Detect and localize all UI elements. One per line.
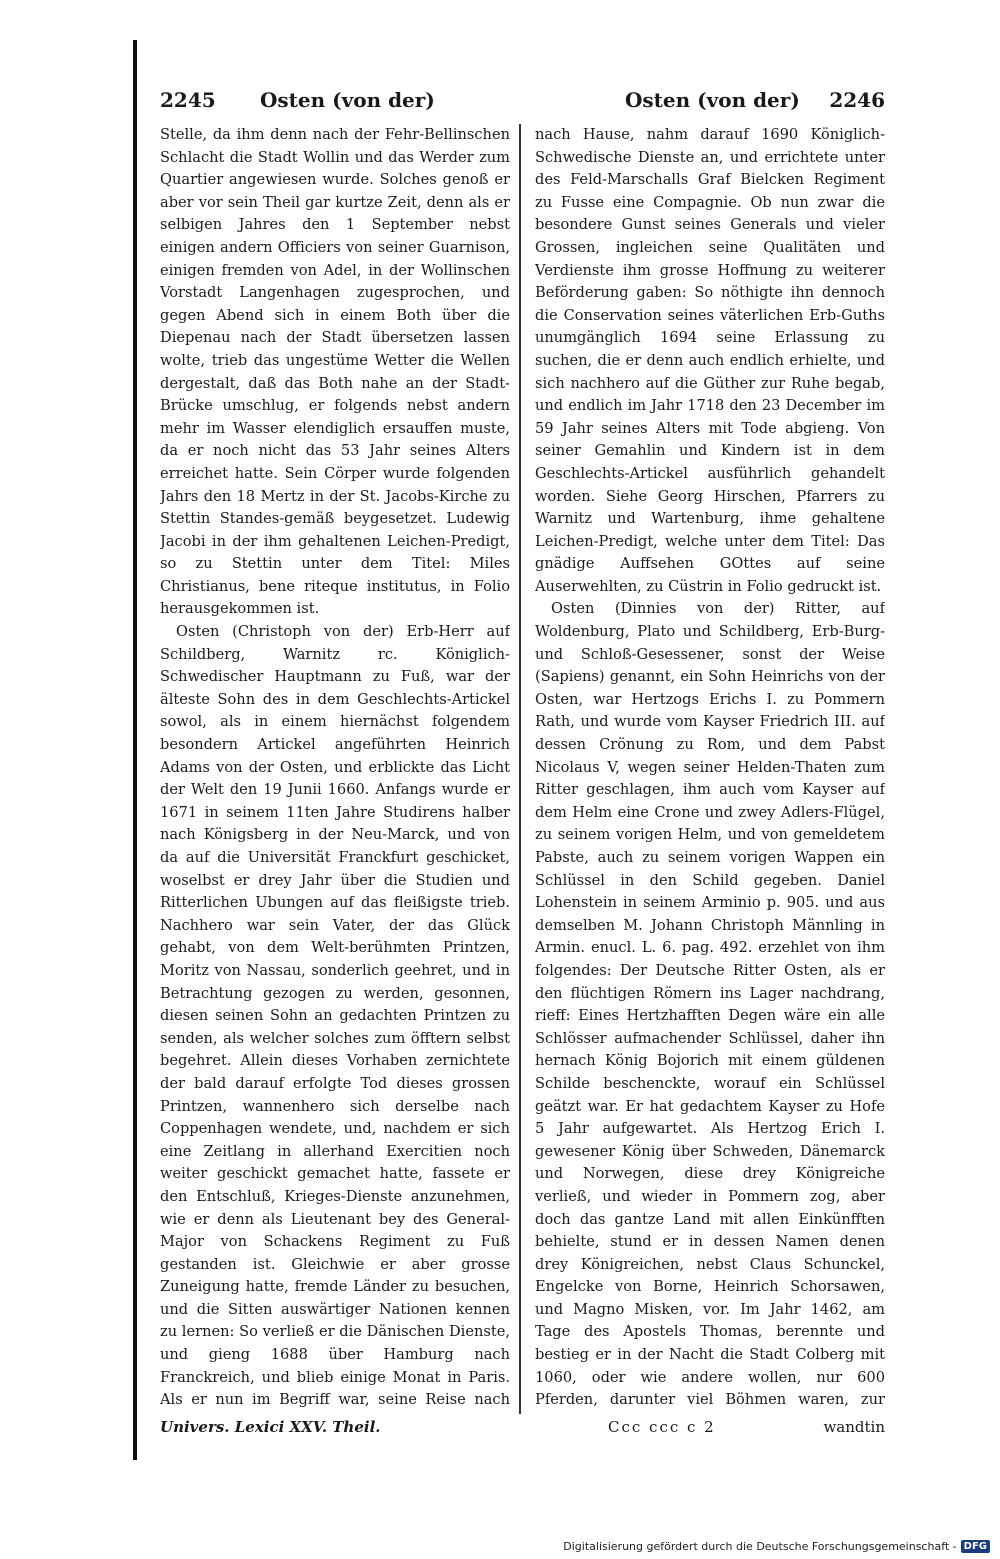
page-header (160, 88, 885, 124)
credit-text: Digitalisierung gefördert durch die Deutsche Forschungsgemeinschaft - (563, 1540, 957, 1553)
left-running-head: Osten (von der) (260, 88, 435, 112)
right-running-head: Osten (von der) (625, 88, 800, 112)
page-footer (160, 1414, 885, 1444)
left-column (160, 124, 510, 1414)
column-divider (519, 124, 521, 1414)
right-column (535, 124, 885, 1414)
signature-mark: Univers. Lexici XXV. Theil. (160, 1418, 381, 1436)
paragraph: nach Hause, nahm darauf 1690 Königlich-Schwedische Dienste an, und errichtete unter des Feld-Marschalls Graf Bielcken Regiment zu Fusse eine Compagnie. Ob nun zwar die besondere Gunst seines Generals und vieler Grossen, ingleichen seine Qualitäten und Verdienste ihm grosse Hoffnung zu weiterer Beförderung gaben: So nöthigte ihn dennoch die Conservation seines väterlichen Erb-Guths unumgänglich 1694 seine Erlassung zu suchen, die er denn auch endlich erhielte, und sich nachhero auf die Güther zur Ruhe begab, und endlich im Jahr 1718 den 23 December im 59 Jahr seines Alters mit Tode abgieng. Von seiner Gemahlin und Kindern ist in dem Geschlechts-Artickel ausführlich gehandelt worden. Siehe Georg Hirschen, Pfarrers zu Warnitz und Wartenburg, ihme gehaltene Leichen-Predigt, welche unter dem Titel: Das gnädige Auffsehen GOttes auf seine Auserwehlten, zu Cüstrin in Folio gedruckt ist. (535, 126, 885, 595)
left-page-number: 2245 (160, 88, 216, 112)
paragraph: Osten (Christoph von der) Erb-Herr auf Schildberg, Warnitz rc. Königlich-Schwedischer Hauptmann zu Fuß, war der älteste Sohn des in dem Geschlechts-Artickel sowol, als in einem hiernächst folgendem besondern Artickel angeführten Heinrich Adams von der Osten, und erblickte das Licht der Welt den 19 Junii 1660. Anfangs wurde er 1671 in seinem 11ten Jahre Studirens halber nach Königsberg in der Neu-Marck, und von da auf die Universität Franckfurt geschicket, woselbst er drey Jahr über die Studien und Ritterlichen Ubungen auf das fleißigste trieb. Nachhero war sein Vater, der das Glück gehabt, von dem Welt-berühmten Printzen, Moritz von Nassau, sonderlich geehret, und in Betrachtung gezogen zu werden, gesonnen, diesen seinen Sohn an gedachten Printzen zu senden, als welcher solches zum öfftern selbst begehret. Allein dieses Vorhaben zernichtete der bald darauf erfolgte Tod dieses grossen Printzen, wannenhero sich derselbe nach Coppenhagen wendete, und, nachdem er sich eine Zeitlang in allerhand Exercitien noch weiter geschickt gemachet hatte, fassete er den Entschluß, Krieges-Dienste anzunehmen, wie er denn als Lieutenant bey des General-Major von Schackens Regiment zu Fuß gestanden ist. Gleichwie er aber grosse Zuneigung hatte, fremde Länder zu besuchen, und die Sitten auswärtiger Nationen kennen zu lernen: So verließ er die Dänischen Dienste, und gieng 1688 über Hamburg nach Franckreich, und blieb einige Monat in Paris. Als er nun im Begriff war, seine Reise nach (160, 623, 510, 1409)
digitization-credit (563, 1540, 990, 1553)
paragraph: Osten (Dinnies von der) Ritter, auf Woldenburg, Plato und Schildberg, Erb-Burg- und Schloß-Gesessener, sonst der Weise (Sapiens) genannt, ein Sohn Heinrichs von der Osten, war Hertzogs Erichs I. zu Pommern Rath, und wurde vom Kayser Friedrich III. auf dessen Crönung zu Rom, und dem Pabst Nicolaus V, wegen seiner Helden-Thaten zum Ritter geschlagen, ihm auch vom Kayser auf dem Helm eine Crone und zwey Adlers-Flügel, zu seinem vorigen Helm, und von gemeldetem Pabste, auch zu seinem vorigen Wappen ein Schlüssel in den Schild gegeben. Daniel Lohenstein in seinem Arminio p. 905. und aus demselben M. Johann Christoph Männling in Armin. enucl. L. 6. pag. 492. erzehlet von ihm folgendes: Der Deutsche Ritter Osten, als er den flüchtigen Römern ins Lager nachdrang, rieff: Eines Hertzhafften Degen wäre ein alle Schlösser aufmachender Schlüssel, daher ihn hernach König Bojorich mit einem güldenen Schilde beschenckte, worauf ein Schlüssel geätzt war. Er hat gedachtem Kayser zu Hofe 5 Jahr aufgewartet. Als Hertzog Erich I. gewesener König über Schweden, Dänemarck und Norwegen, diese drey Königreiche verließ, und wieder in Pommern zog, aber doch das gantze Land mit allen Einkünfften behielte, stund er in dessen Namen denen drey Königreichen, nebst Claus Schunckel, Engelcke von Borne, Heinrich Schorsawen, und Magno Misken, vor. Im Jahr 1462, am Tage des Apostels Thomas, berennte und bestieg er in der Nacht die Stadt Colberg mit 1060, oder wie andere wollen, nur 600 Pferden, darunter viel Böhmen waren, zur (535, 600, 885, 1409)
text-columns (160, 124, 885, 1414)
book-page (160, 88, 885, 1458)
scan-binding-edge (133, 40, 137, 1460)
sheet-mark: Ccc ccc c 2 (608, 1418, 716, 1436)
dfg-logo-icon: DFG (961, 1540, 990, 1553)
right-page-number: 2246 (829, 88, 885, 112)
paragraph: Stelle, da ihm denn nach der Fehr-Bellinschen Schlacht die Stadt Wollin und das Werder zum Quartier angewiesen wurde. Solches genoß er aber vor sein Theil gar kurtze Zeit, denn als er selbigen Jahres den 1 September nebst einigen andern Officiers von seiner Guarnison, einigen fremden von Adel, in der Wollinschen Vorstadt Langenhagen zugesprochen, und gegen Abend sich in einem Both über die Diepenau nach der Stadt übersetzen lassen wolte, trieb das ungestüme Wetter die Wellen dergestalt, daß das Both nahe an der Stadt-Brücke umschlug, er folgends nebst andern mehr im Wasser elendiglich ersauffen muste, da er noch nicht das 53 Jahr seines Alters erreichet hatte. Sein Cörper wurde folgenden Jahrs den 18 Mertz in der St. Jacobs-Kirche zu Stettin Standes-gemäß beygesetzet. Ludewig Jacobi in der ihm gehaltenen Leichen-Predigt, so zu Stettin unter dem Titel: Miles Christianus, bene riteque institutus, in Folio herausgekommen ist. (160, 126, 510, 618)
catchword: wandtin (823, 1418, 885, 1436)
